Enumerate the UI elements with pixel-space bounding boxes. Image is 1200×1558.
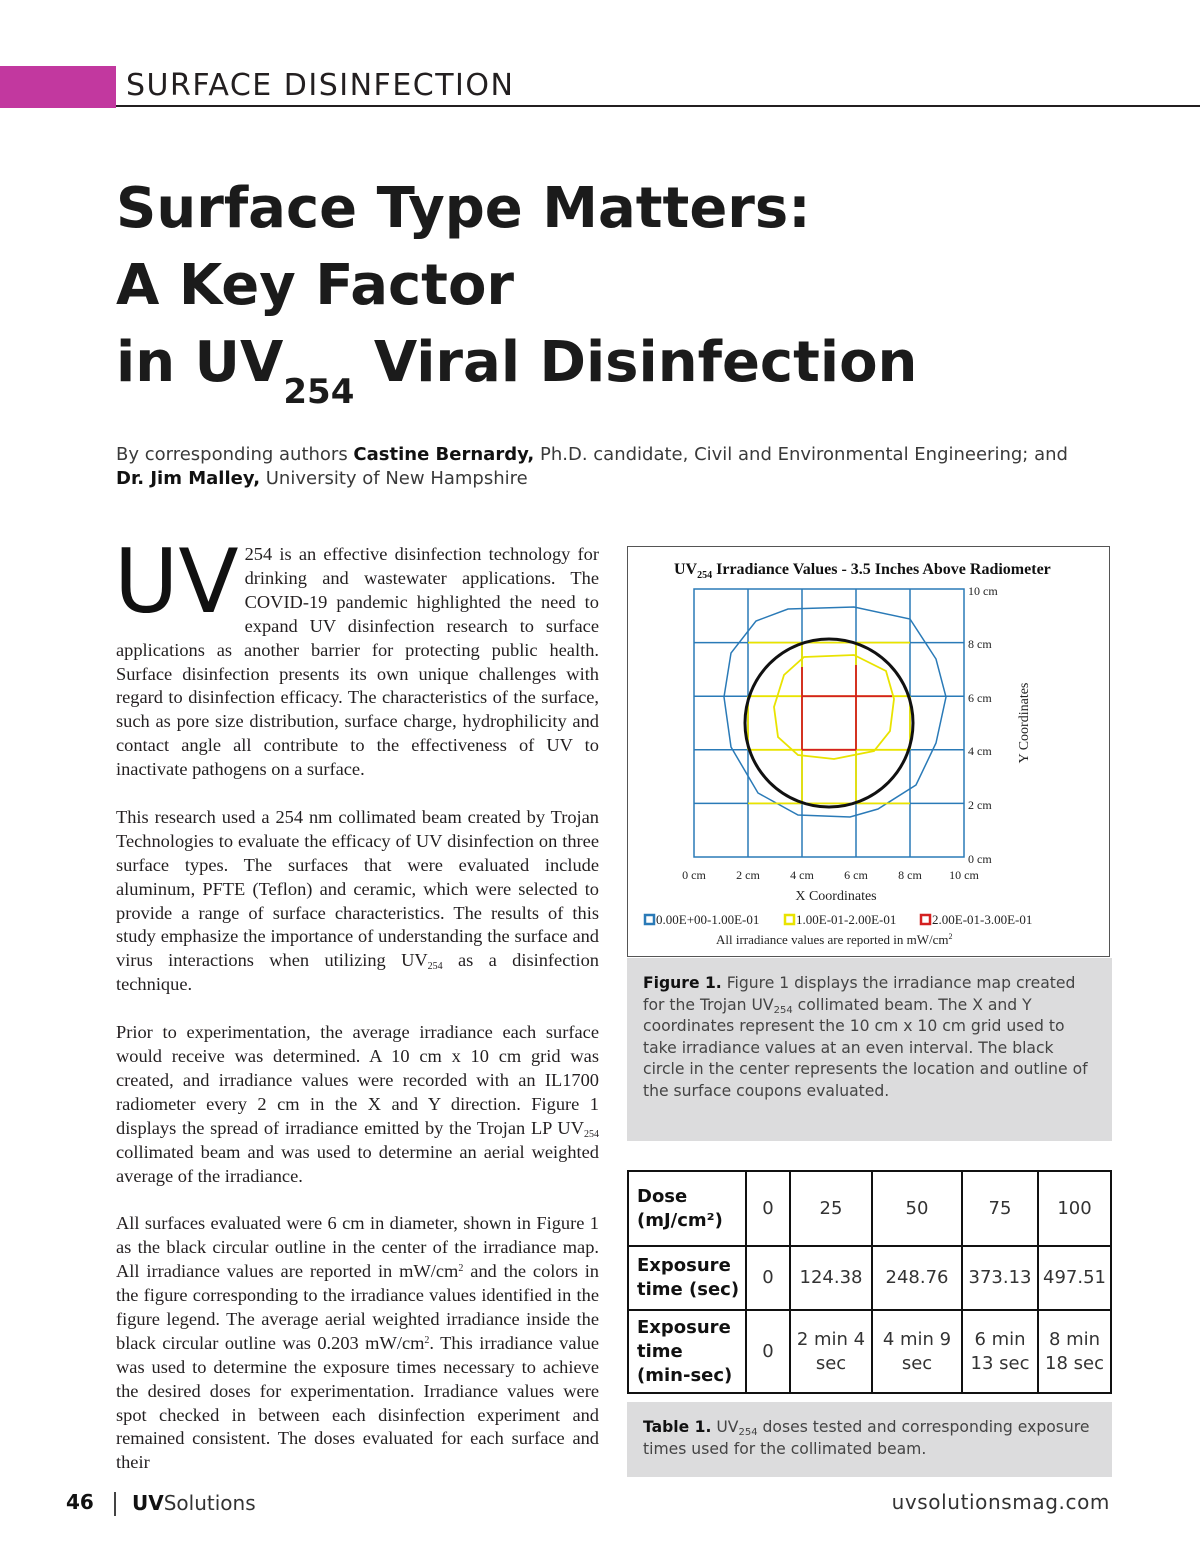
y-tick-0: 0 cm <box>968 852 992 866</box>
units-note: All irradiance values are reported in $mW/cm^2$ <box>716 932 953 947</box>
y-tick-10: 10 cm <box>968 584 998 598</box>
y-axis-label: Y Coordinates <box>1017 682 1032 764</box>
surface-coupon-outline <box>745 639 913 807</box>
figure-caption <box>627 958 1112 1141</box>
legend <box>645 912 1032 927</box>
figure-1 <box>627 546 1110 957</box>
page-number: 46 <box>66 1490 94 1514</box>
paragraph-2 <box>116 806 599 997</box>
author-2-affiliation: University of New Hampshire <box>260 468 528 489</box>
figure-caption-label: Figure 1. <box>643 974 722 992</box>
table-cell: 0 <box>746 1171 790 1246</box>
author-1-affiliation: Ph.D. candidate, Civil and Environmental Engineering; and <box>534 444 1068 465</box>
y-tick-labels <box>968 584 998 866</box>
figure-caption-sub: 254 <box>773 1004 793 1016</box>
x-tick-6: 6 cm <box>844 868 868 882</box>
byline-prefix: By corresponding authors <box>116 444 354 465</box>
x-tick-0: 0 cm <box>682 868 706 882</box>
y-tick-6: 6 cm <box>968 691 992 705</box>
table-caption <box>627 1402 1112 1477</box>
dose-table <box>627 1170 1112 1394</box>
byline <box>116 443 1116 491</box>
y-tick-2: 2 cm <box>968 798 992 812</box>
title-line-3-post: Viral Disinfection <box>354 330 918 395</box>
y-tick-8: 8 cm <box>968 637 992 651</box>
figure-caption-text-b: collimated beam. The X and Y coordinates represent the 10 cm x 10 cm grid used to take irradiance values at an even interval. The black circle in the center represents the location and outline of the surface coupons evaluated. <box>643 995 1088 1100</box>
section-color-bar <box>0 66 116 108</box>
row-header: Exposure time (min-sec) <box>628 1310 746 1393</box>
table-cell: 4 min 9 sec <box>872 1310 962 1393</box>
table-cell: 497.51 <box>1038 1246 1111 1310</box>
paragraph-3-text-a: Prior to experimentation, the average irradiance each surface would receive was determined. A 10 cm x 10 cm grid was created, and irradiance values were recorded with an IL1700 radiometer every 2 cm in the X and Y direction. Figure 1 displays the spread of irradiance emitted by the Trojan LP UV <box>116 1022 599 1138</box>
table-cell: 0 <box>746 1246 790 1310</box>
section-rule <box>116 105 1200 107</box>
table-cell: 248.76 <box>872 1246 962 1310</box>
paragraph-4-text-a: All surfaces evaluated were 6 cm in diameter, shown in Figure 1 as the black circular outline in the center of the irradiance map. All irradiance values are reported in mW/cm <box>116 1213 599 1282</box>
table-caption-label: Table 1. <box>643 1418 712 1436</box>
title-line-1: Surface Type Matters: <box>116 176 811 241</box>
grid-yellow <box>748 643 910 804</box>
table-cell: 25 <box>790 1171 872 1246</box>
table-cell: 100 <box>1038 1171 1111 1246</box>
author-2: Dr. Jim Malley, <box>116 468 261 489</box>
table-cell: 2 min 4 sec <box>790 1310 872 1393</box>
figure-caption-text-a: Figure 1 displays the irradiance map created for the Trojan UV <box>643 974 1076 1014</box>
table-cell: 373.13 <box>962 1246 1038 1310</box>
article-title <box>116 170 918 412</box>
paragraph-4 <box>116 1212 599 1475</box>
paragraph-3-sub: 254 <box>584 1128 599 1140</box>
table-cell: 124.38 <box>790 1246 872 1310</box>
paragraph-3-text-b: collimated beam and was used to determine an aerial weighted average of the irradiance. <box>116 1141 599 1186</box>
row-header: Exposure time (sec) <box>628 1246 746 1310</box>
grid-red <box>802 665 892 750</box>
paragraph-2-text-b: as a disinfection technique. <box>116 950 599 995</box>
legend-label-mid: 1.00E-01-2.00E-01 <box>796 912 897 927</box>
table-row-min-sec <box>628 1310 1111 1393</box>
y-tick-4: 4 cm <box>968 744 992 758</box>
title-subscript: 254 <box>283 372 355 412</box>
table-cell: 6 min 13 sec <box>962 1310 1038 1393</box>
paragraph-4-text-c: . This irradiance value was used to determine the exposure times necessary to achieve the desired doses for experimentation. Irradiance values were spot checked in between each disinfection experiment and remained consistent. The doses evaluated for each surface and their <box>116 1332 599 1473</box>
x-tick-4: 4 cm <box>790 868 814 882</box>
table-caption-sub: 254 <box>738 1427 758 1438</box>
magazine-url: uvsolutionsmag.com <box>891 1490 1110 1514</box>
legend-swatch-mid <box>785 915 794 924</box>
drop-cap: UV <box>114 530 239 633</box>
x-axis-label: X Coordinates <box>795 889 877 904</box>
paragraph-4-sup-1: 2 <box>458 1263 464 1275</box>
author-1: Castine Bernardy, <box>353 444 535 465</box>
table-cell: 50 <box>872 1171 962 1246</box>
paragraph-1 <box>114 530 599 782</box>
table-caption-text-a: UV <box>711 1418 739 1436</box>
x-tick-8: 8 cm <box>898 868 922 882</box>
legend-label-high: 2.00E-01-3.00E-01 <box>932 912 1033 927</box>
magazine-name-bold: UV <box>132 1491 164 1515</box>
title-line-2: A Key Factor <box>116 253 515 318</box>
section-label: SURFACE DISINFECTION <box>126 68 515 103</box>
table-cell: 8 min 18 sec <box>1038 1310 1111 1393</box>
x-tick-labels <box>682 868 979 882</box>
table-row-dose <box>628 1171 1111 1246</box>
row-header: Dose (mJ/cm²) <box>628 1171 746 1246</box>
table-row-seconds <box>628 1246 1111 1310</box>
paragraph-1-text: 254 is an effective disinfection technology for drinking and wastewater applications. The COVID-19 pandemic highlighted the need to expand UV disinfection research to surface applications as another barrier for protecting public health. Surface disinfection presents its own unique challenges with regard to disinfection efficacy. The characteristics of the surface, such as pore size distribution, surface charge, hydrophilicity and contact angle all contribute to the effectiveness of UV to inactivate pathogens on a surface. <box>116 544 599 780</box>
footer-divider <box>114 1492 116 1516</box>
figure-title: $UV_{254}$ Irradiance Values - 3.5 Inches Above Radiometer <box>674 561 1051 581</box>
legend-label-low: 0.00E+00-1.00E-01 <box>656 912 760 927</box>
x-tick-2: 2 cm <box>736 868 760 882</box>
title-line-3-pre: in UV <box>116 330 284 395</box>
paragraph-3 <box>116 1021 599 1188</box>
table-cell: 75 <box>962 1171 1038 1246</box>
table-cell: 0 <box>746 1310 790 1393</box>
irradiance-map <box>628 547 1109 956</box>
paragraph-4-text-b: and the colors in the figure corresponding to the irradiance values identified in the figure legend. The average aerial weighted irradiance inside the black circular outline was 0.203 mW/cm <box>116 1261 599 1353</box>
legend-swatch-high <box>921 915 930 924</box>
contour-mid <box>774 655 894 759</box>
x-tick-10: 10 cm <box>949 868 979 882</box>
legend-swatch-low <box>645 915 654 924</box>
table-caption-text-b: doses tested and corresponding exposure times used for the collimated beam. <box>643 1418 1090 1458</box>
magazine-name <box>132 1491 256 1515</box>
paragraph-4-sup-2: 2 <box>424 1334 430 1346</box>
body-column <box>114 530 599 1499</box>
magazine-name-rest: Solutions <box>163 1491 256 1515</box>
paragraph-2-text-a: This research used a 254 nm collimated beam created by Trojan Technologies to evaluate the efficacy of UV disinfection on three surface types. The surfaces that were evaluated include aluminum, PFTE (Teflon) and ceramic, which were selected to provide a range of surface characteristics. The results of this study emphasize the importance of understanding the surface and virus interactions when utilizing UV <box>116 806 599 971</box>
paragraph-2-sub: 254 <box>427 961 443 973</box>
